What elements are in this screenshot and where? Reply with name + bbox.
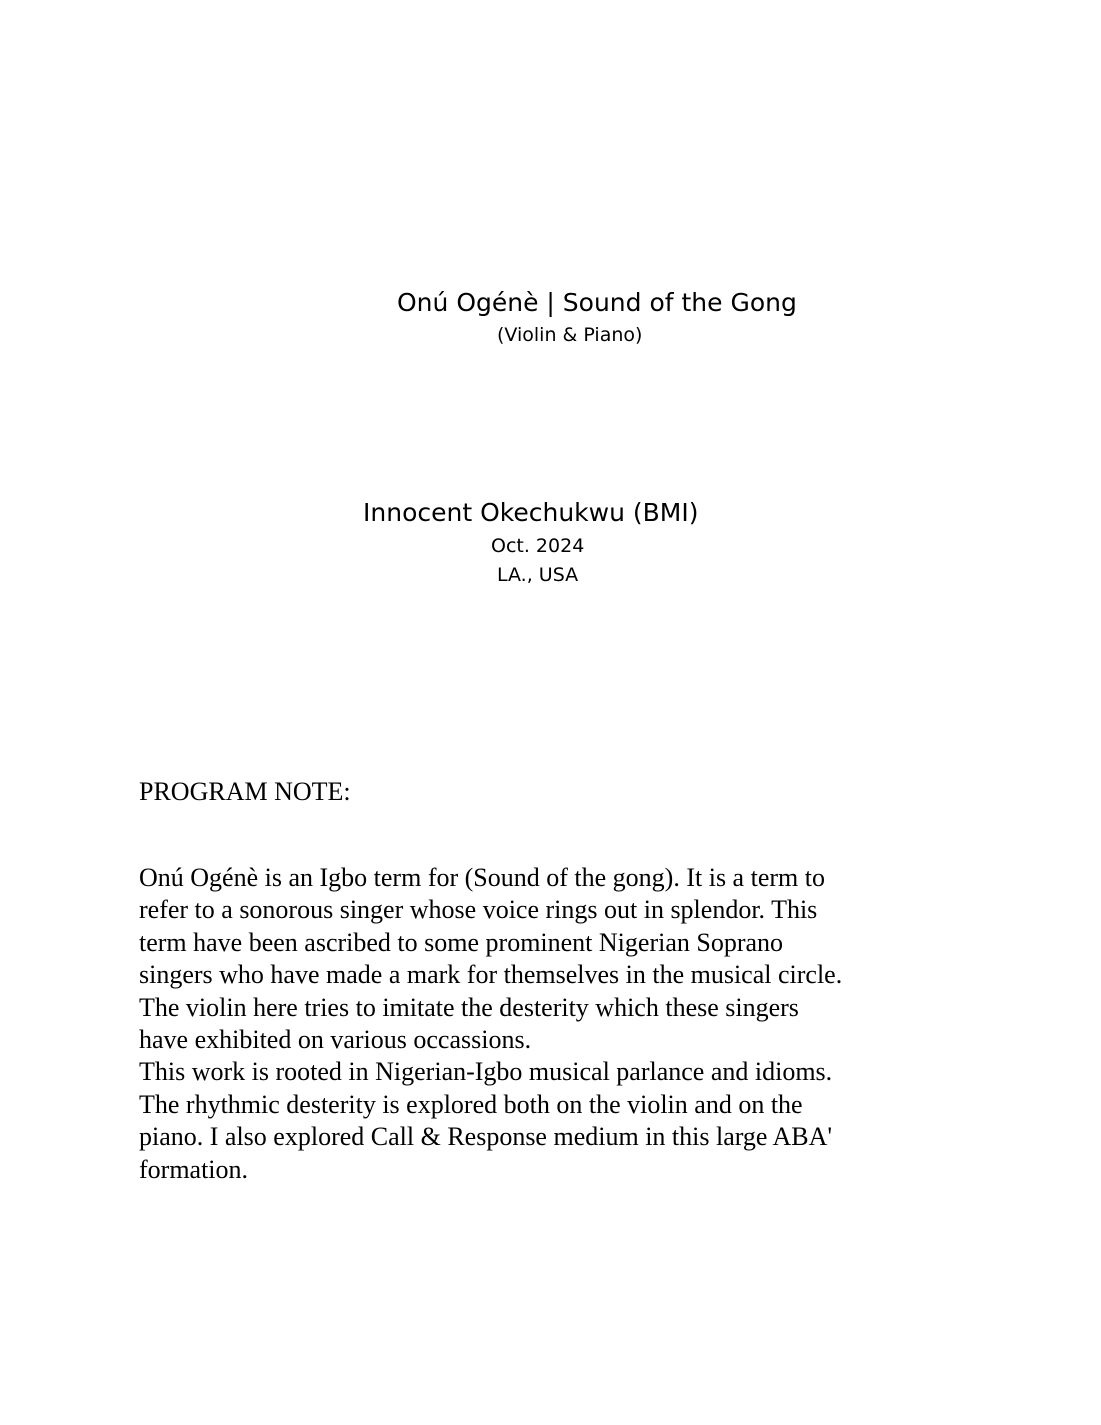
program-note-line: formation.: [139, 1154, 249, 1184]
program-note-line: Onú Ogénè is an Igbo term for (Sound of the gong). It is a term to: [139, 863, 825, 892]
composition-location: LA., USA: [497, 564, 579, 586]
program-note-line: The rhythmic desterity is explored both on the violin and on the: [139, 1089, 803, 1119]
program-note-line: term have been ascribed to some prominent Nigerian Soprano: [139, 927, 784, 957]
program-note-body: [139, 862, 969, 1186]
program-note-line: refer to a sonorous singer whose voice rings out in splendor. This: [139, 895, 818, 925]
program-note-line: singers who have made a mark for themselves in the musical circle.: [139, 960, 843, 990]
composer-name: Innocent Okechukwu (BMI): [363, 498, 699, 527]
composition-date: Oct. 2024: [491, 535, 585, 557]
program-note-heading: PROGRAM NOTE:: [139, 777, 351, 806]
program-note-line: have exhibited on various occassions.: [139, 1025, 532, 1055]
program-note-line: piano. I also explored Call & Response medium in this large ABA': [139, 1122, 833, 1152]
program-note-line: The violin here tries to imitate the desterity which these singers: [139, 992, 799, 1022]
instrumentation: (Violin & Piano): [497, 324, 643, 346]
piece-title: Onú Ogénè | Sound of the Gong: [397, 288, 797, 317]
program-note-line: This work is rooted in Nigerian-Igbo musical parlance and idioms.: [139, 1057, 833, 1087]
